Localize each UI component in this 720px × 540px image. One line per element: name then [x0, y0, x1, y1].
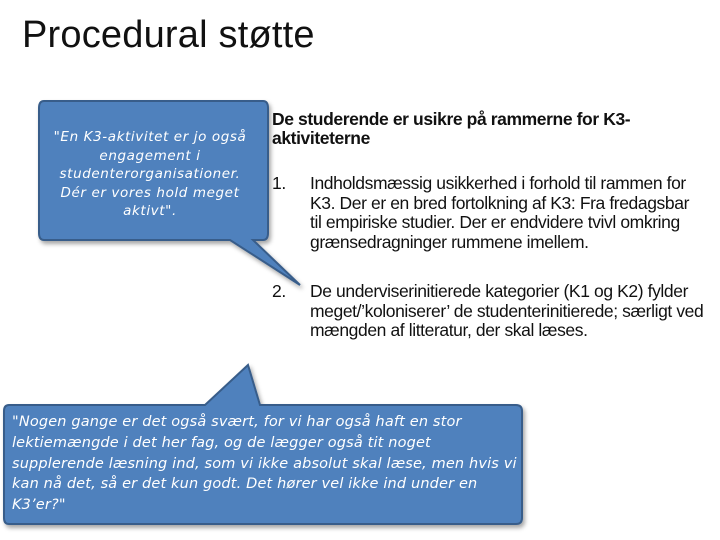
quote-callout-bottom-text: "Nogen gange er det også svært, for vi har også haft en stor lektiemængde i det her fag, og de lægger også tit noget supplerende læsning ind, som vi ikke absolut skal læse, men hvis vi kan nå det, så er det kun godt. Det hører vel ikke ind under en K3’er?"	[12, 414, 517, 514]
quote-callout-top-text: "En K3-aktivitet er jo også engagement i studenterorganisationer. Dér er vores hold meget aktivt".	[53, 129, 247, 219]
list-item-text: De underviserinitierede kategorier (K1 og K2) fylder meget/’koloniserer’ de studenterinitierede; særligt ved mængden af litteratur, der skal læses.	[310, 281, 704, 340]
list-item	[272, 174, 704, 252]
list-item-number: 2.	[272, 281, 286, 301]
slide-title: Procedural støtte	[22, 14, 315, 56]
main-content	[272, 110, 704, 371]
list-item-number: 1.	[272, 173, 286, 193]
list-item	[272, 282, 704, 341]
content-heading: De studerende er usikre på rammerne for K3-aktiviteterne	[272, 109, 631, 148]
list-item-text: Indholdsmæssig usikkerhed i forhold til rammen for K3. Der er en bred fortolkning af K3: Fra fredagsbar til empiriske studier. Der er endvidere tvivl omkring grænsedragninger rummene imellem.	[310, 173, 689, 252]
